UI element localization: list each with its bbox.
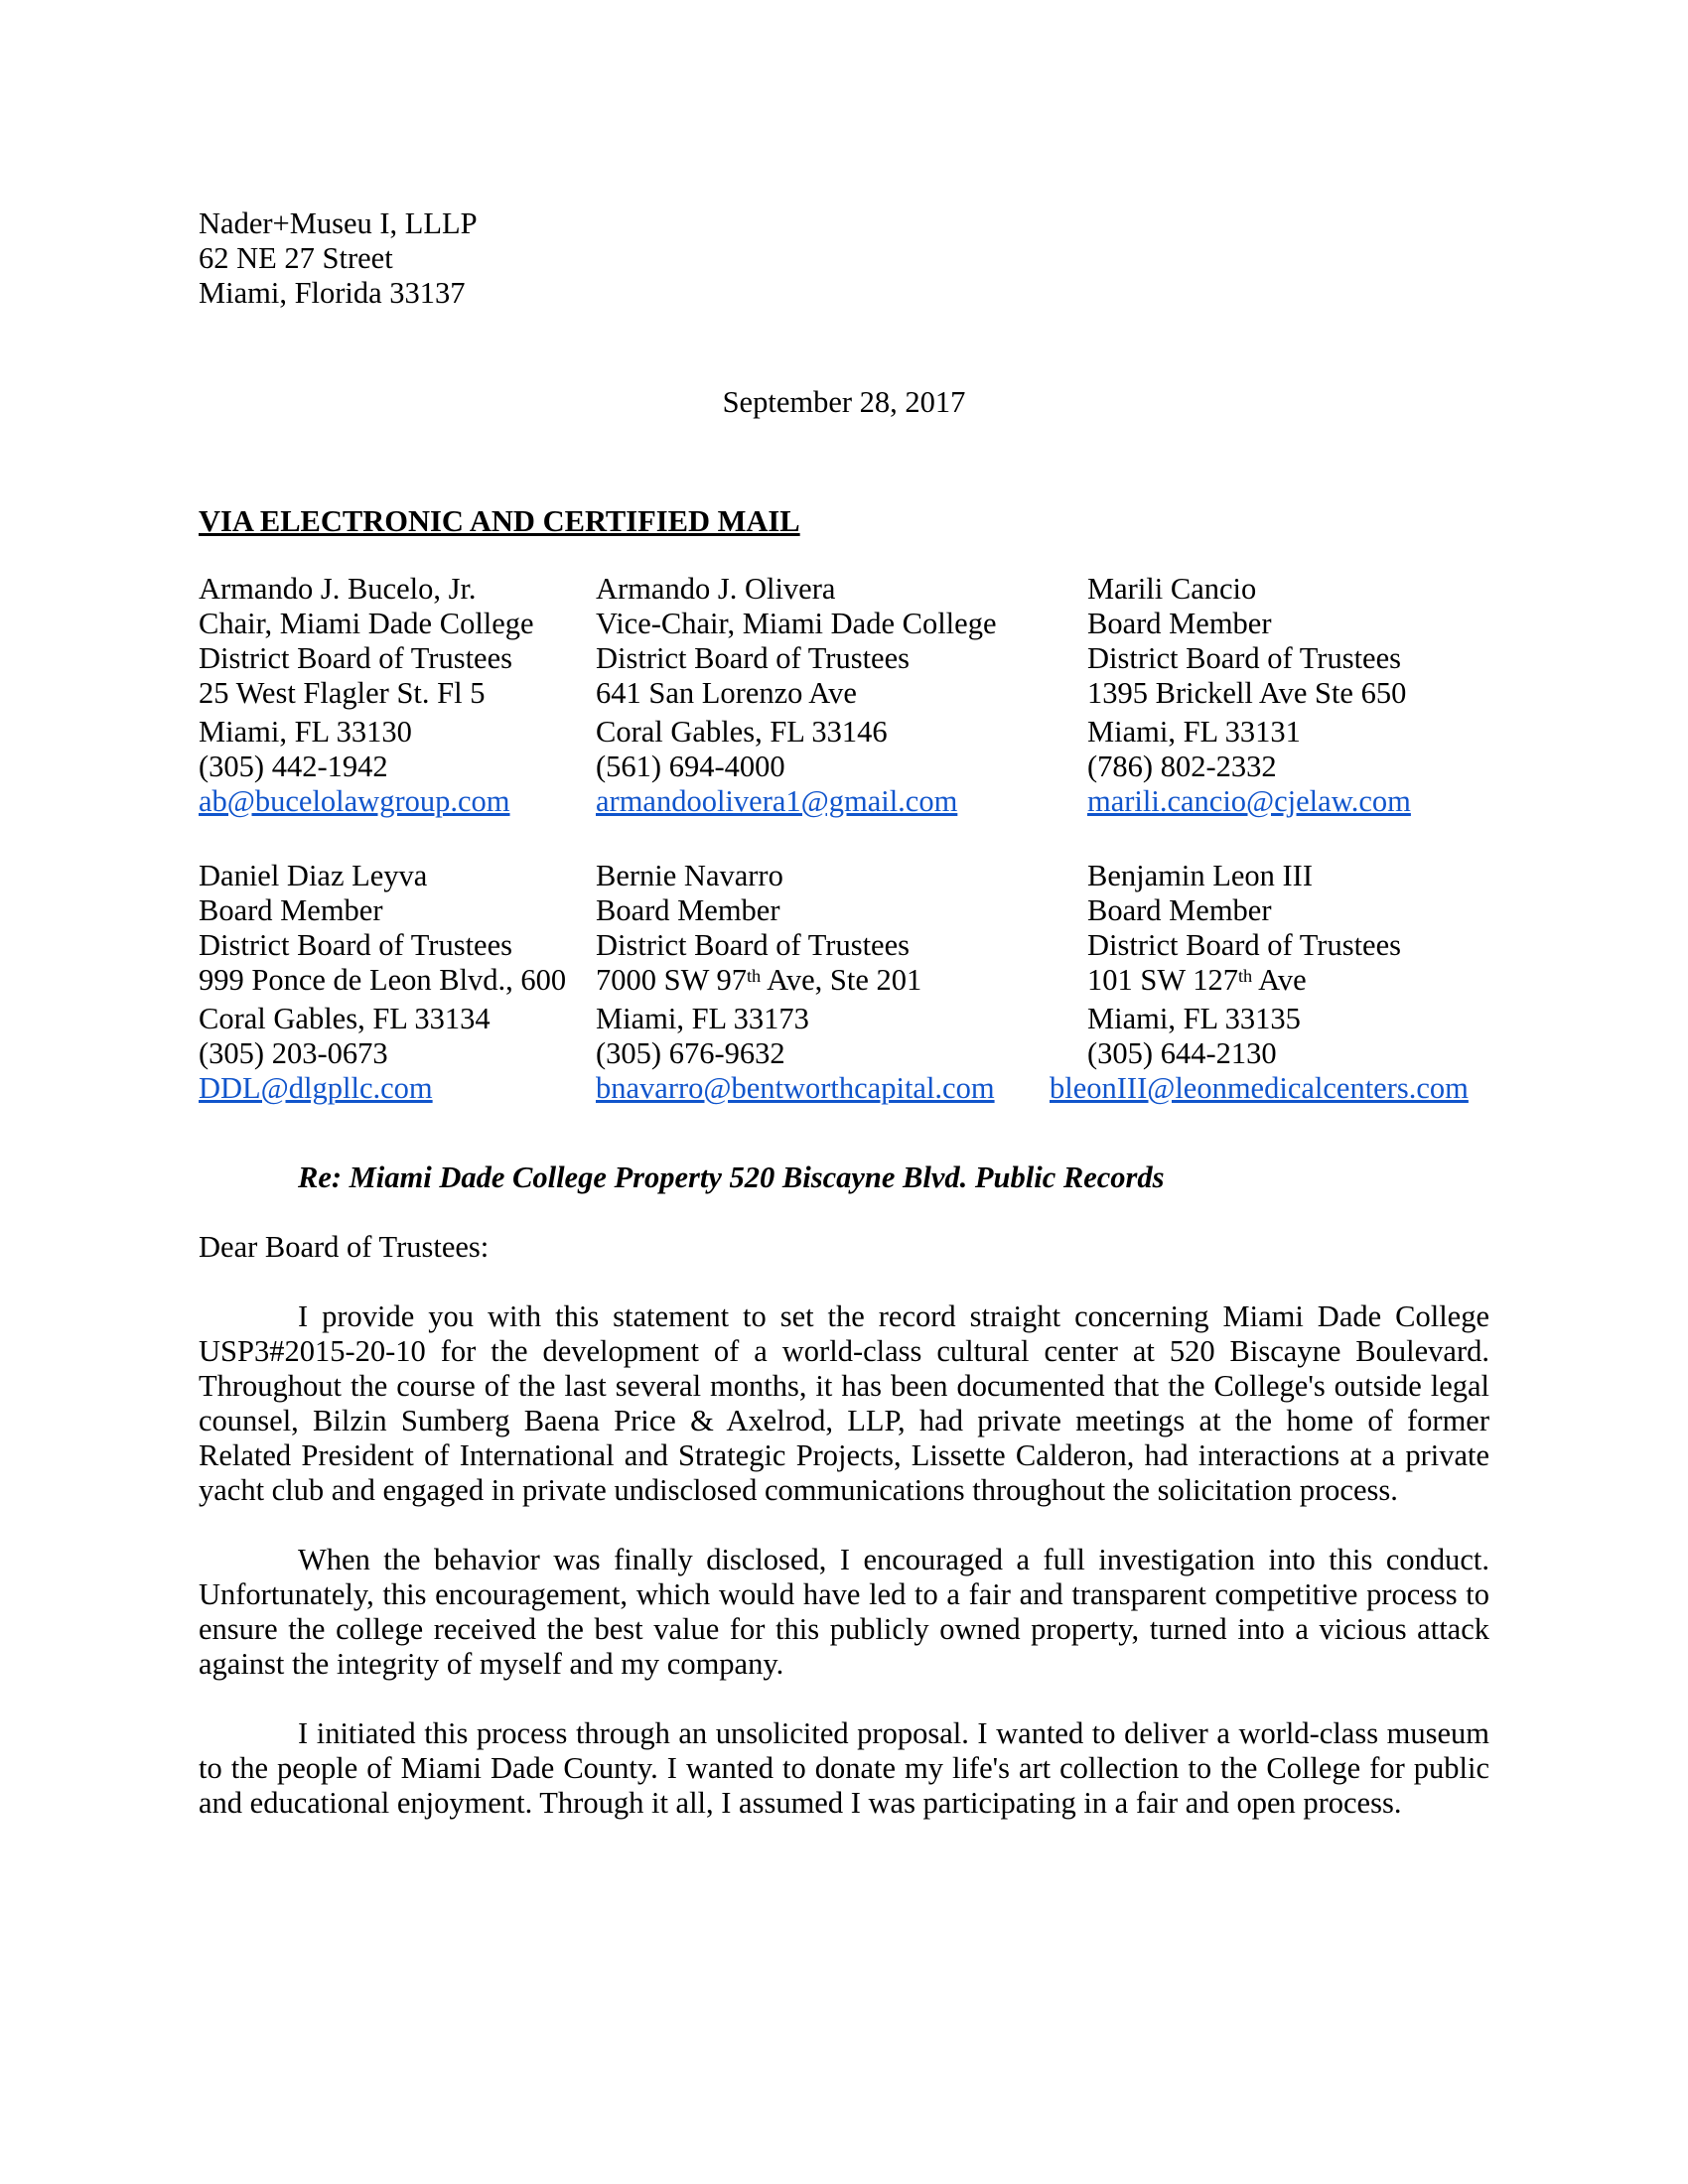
recipient-address-line2: Miami, FL 33131: [1087, 715, 1301, 749]
recipient-address-line2: Coral Gables, FL 33146: [596, 715, 888, 749]
salutation: Dear Board of Trustees:: [199, 1230, 490, 1264]
recipient-address-line1: 101 SW 127th Ave: [1087, 963, 1307, 997]
recipient-address-line1: 1395 Brickell Ave Ste 650: [1087, 676, 1407, 710]
delivery-method-heading: VIA ELECTRONIC AND CERTIFIED MAIL: [199, 504, 800, 538]
letter-paragraph: I provide you with this statement to set the record straight concerning Miami Dade College USP3#2015-20-10 for the development of a world-class cultural center at 520 Biscayne Boulevard. Throughout the course of the last several months, it has been documented that the College's outside legal counsel, Bilzin Sumberg Baena Price & Axelrod, LLP, had private meetings at the home of former Related President of International and Strategic Projects, Lissette Calderon, had interactions at a private yacht club and engaged in private undisclosed communications throughout the solicitation process.: [199, 1299, 1489, 1507]
recipient-phone: (786) 802-2332: [1087, 750, 1277, 783]
recipient-email-link[interactable]: DDL@dlgpllc.com: [199, 1071, 433, 1105]
recipient-org: District Board of Trustees: [596, 641, 911, 675]
sender-address-line2: Miami, Florida 33137: [199, 276, 466, 310]
recipient-name: Benjamin Leon III: [1087, 859, 1313, 892]
recipient-org: District Board of Trustees: [596, 928, 911, 962]
recipient-card: [199, 572, 596, 819]
sender-address-line1: 62 NE 27 Street: [199, 241, 393, 275]
recipient-card: [596, 572, 1087, 819]
letter-paragraph: I initiated this process through an unsolicited proposal. I wanted to deliver a world-class museum to the people of Miami Dade County. I wanted to donate my life's art collection to the College for public and educational enjoyment. Through it all, I assumed I was participating in a fair and open process.: [199, 1716, 1489, 1820]
recipient-name: Armando J. Bucelo, Jr.: [199, 572, 477, 606]
recipient-address-line1: 7000 SW 97th Ave, Ste 201: [596, 963, 922, 997]
recipients-row-1: [199, 572, 1489, 819]
recipient-phone: (305) 203-0673: [199, 1036, 388, 1070]
recipient-title: Board Member: [596, 893, 780, 927]
recipient-org: District Board of Trustees: [1087, 928, 1402, 962]
recipient-email-link[interactable]: marili.cancio@cjelaw.com: [1087, 784, 1411, 818]
sender-name: Nader+Museu I, LLLP: [199, 206, 478, 240]
recipient-title: Board Member: [1087, 607, 1272, 640]
recipient-name: Marili Cancio: [1087, 572, 1257, 606]
recipient-title: Board Member: [199, 893, 383, 927]
recipient-title: Chair, Miami Dade College: [199, 607, 534, 640]
recipient-address-line2: Miami, FL 33130: [199, 715, 412, 749]
recipient-email-link[interactable]: armandoolivera1@gmail.com: [596, 784, 958, 818]
subject-line: Re: Miami Dade College Property 520 Biscayne Blvd. Public Records: [298, 1160, 1165, 1194]
recipient-name: Armando J. Olivera: [596, 572, 836, 606]
recipient-org: District Board of Trustees: [199, 641, 513, 675]
recipient-card: [1087, 572, 1489, 819]
recipient-address-line1: 999 Ponce de Leon Blvd., 600: [199, 963, 567, 997]
recipient-title: Vice-Chair, Miami Dade College: [596, 607, 997, 640]
recipient-phone: (305) 644-2130: [1087, 1036, 1277, 1070]
recipient-address-line1: 25 West Flagler St. Fl 5: [199, 676, 486, 710]
recipient-name: Bernie Navarro: [596, 859, 783, 892]
recipient-email-link[interactable]: bnavarro@bentworthcapital.com: [596, 1071, 995, 1105]
letter-date: September 28, 2017: [722, 385, 966, 419]
recipient-phone: (305) 442-1942: [199, 750, 388, 783]
recipients-row-2: [199, 859, 1489, 1106]
recipient-card: [199, 859, 596, 1106]
letter-paragraph: When the behavior was finally disclosed, I encouraged a full investigation into this conduct. Unfortunately, this encouragement, which would have led to a fair and transparent competitive process to ensure the college received the best value for this publicly owned property, turned into a vicious attack against the integrity of myself and my company.: [199, 1543, 1489, 1681]
recipient-address-line2: Miami, FL 33173: [596, 1002, 809, 1035]
recipient-address-line1: 641 San Lorenzo Ave: [596, 676, 857, 710]
recipient-email-link[interactable]: bleonIII@leonmedicalcenters.com: [1050, 1071, 1469, 1105]
sender-block: [199, 206, 1489, 311]
recipient-phone: (305) 676-9632: [596, 1036, 785, 1070]
recipient-card: [1050, 859, 1489, 1106]
recipient-address-line2: Coral Gables, FL 33134: [199, 1002, 491, 1035]
recipient-org: District Board of Trustees: [1087, 641, 1402, 675]
recipient-title: Board Member: [1087, 893, 1272, 927]
recipient-name: Daniel Diaz Leyva: [199, 859, 428, 892]
recipient-address-line2: Miami, FL 33135: [1087, 1002, 1301, 1035]
recipient-org: District Board of Trustees: [199, 928, 513, 962]
recipient-phone: (561) 694-4000: [596, 750, 785, 783]
recipient-card: [596, 859, 1087, 1106]
recipient-email-link[interactable]: ab@bucelolawgroup.com: [199, 784, 510, 818]
